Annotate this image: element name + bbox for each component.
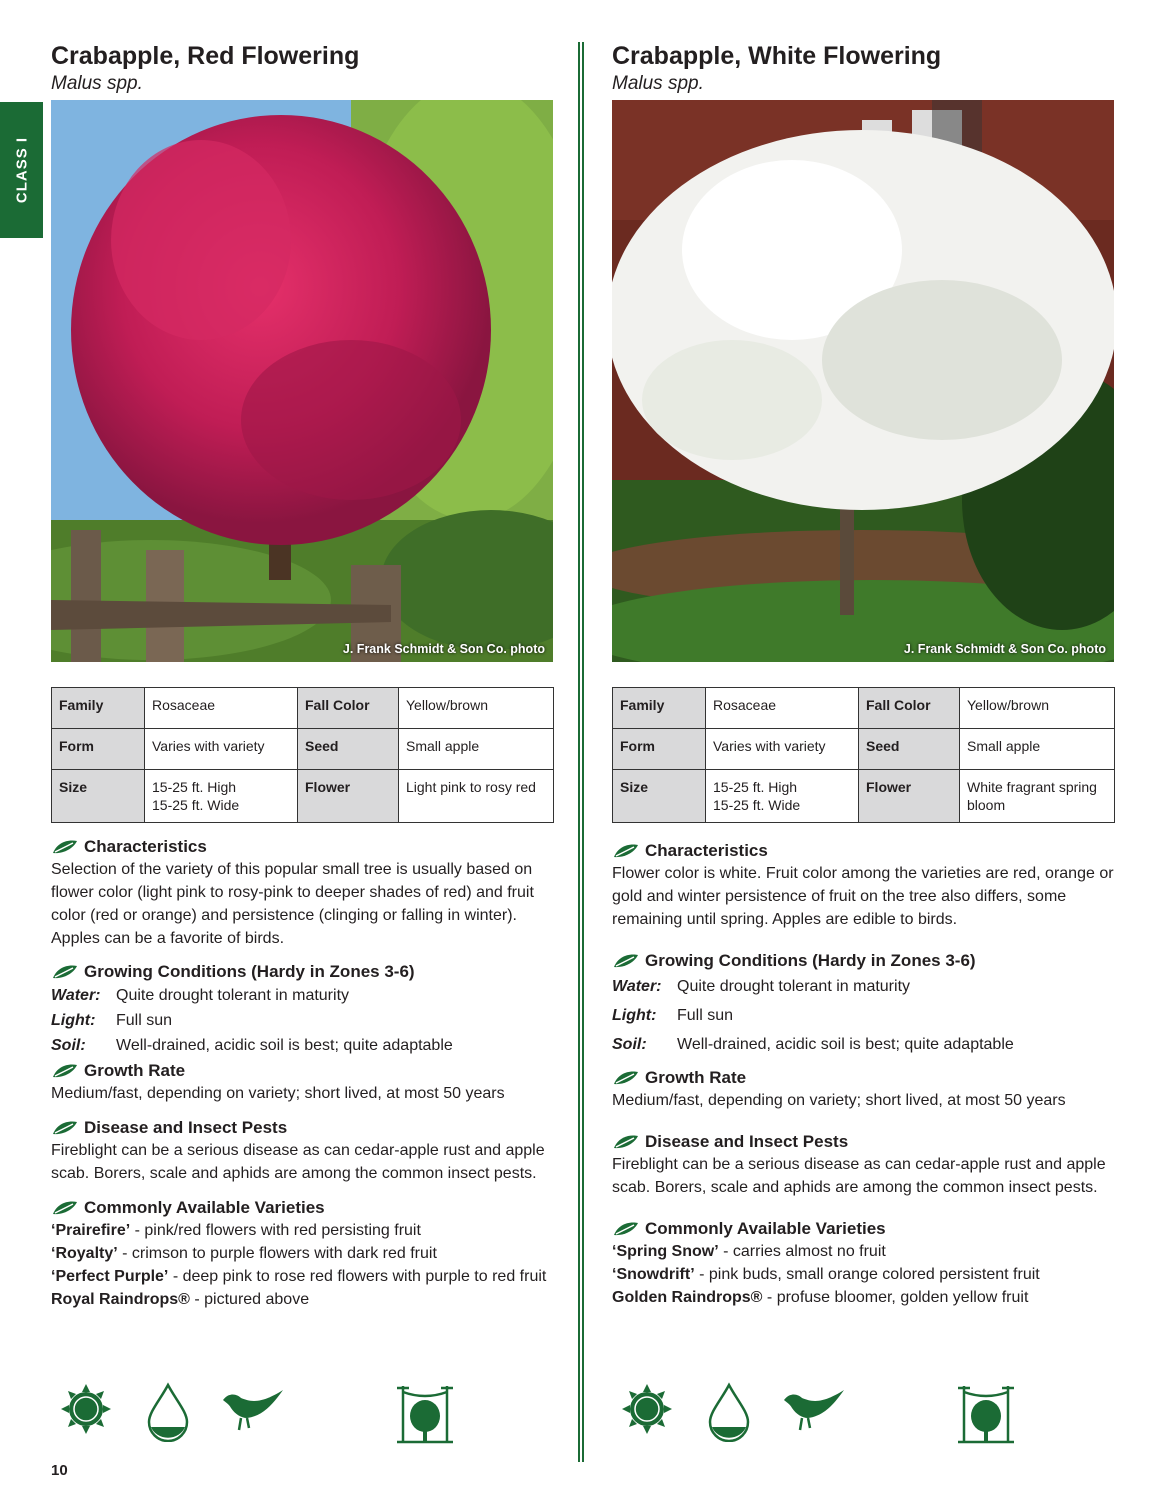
water-label: Water: <box>612 978 662 995</box>
list-item: ‘Snowdrift’ - pink buds, small orange colored persistent fruit <box>612 1266 1040 1283</box>
water-value: Quite drought tolerant in maturity <box>116 987 350 1004</box>
flower-value: White fragrant spring bloom <box>960 770 1115 823</box>
light-value: Full sun <box>116 1012 173 1029</box>
table-row <box>613 770 1115 823</box>
growth-rate-section <box>51 1060 556 1105</box>
section-heading: Characteristics <box>612 840 1117 862</box>
light-value: Full sun <box>677 1007 734 1024</box>
list-item: ‘Perfect Purple’ - deep pink to rose red flowers with purple to red fruit <box>51 1268 547 1285</box>
water-label: Water: <box>51 987 101 1004</box>
plant-title: Crabapple, Red Flowering <box>51 42 360 70</box>
soil-label: Soil: <box>612 1036 647 1053</box>
sun-icon <box>620 1382 674 1436</box>
disease-text: Fireblight can be a serious disease as can cedar-apple rust and apple scab. Borers, scale and aphids are among the common insect pests. <box>612 1156 1106 1196</box>
water-value: Quite drought tolerant in maturity <box>677 978 911 995</box>
light-label: Light: <box>612 1007 657 1024</box>
size-wide: 15-25 ft. Wide <box>152 797 240 813</box>
varieties-section <box>612 1218 1117 1309</box>
list-item: Golden Raindrops® - profuse bloomer, golden yellow fruit <box>612 1289 1029 1306</box>
leaf-icon <box>612 1070 640 1086</box>
section-heading: Disease and Insect Pests <box>51 1117 556 1139</box>
seed-label: Seed <box>298 729 399 770</box>
form-value: Varies with variety <box>706 729 859 770</box>
size-high: 15-25 ft. High <box>713 779 798 795</box>
family-value: Rosaceae <box>706 688 859 729</box>
facts-table <box>612 687 1115 823</box>
page-number: 10 <box>51 1462 68 1479</box>
family-value: Rosaceae <box>145 688 298 729</box>
disease-section <box>612 1131 1117 1199</box>
water-drop-icon <box>146 1382 190 1442</box>
tree-photo <box>51 100 553 662</box>
section-heading: Growing Conditions (Hardy in Zones 3-6) <box>612 950 1117 972</box>
soil-label: Soil: <box>51 1037 86 1054</box>
growing-section <box>51 961 556 1058</box>
water-row <box>51 983 556 1008</box>
leaf-icon <box>612 953 640 969</box>
red-crabapple-image <box>51 100 553 662</box>
size-label: Size <box>52 770 145 823</box>
growth-rate-text: Medium/fast, depending on variety; short lived, at most 50 years <box>612 1092 1066 1109</box>
bird-icon <box>221 1382 285 1432</box>
growth-rate-text: Medium/fast, depending on variety; short lived, at most 50 years <box>51 1085 505 1102</box>
scientific-name: Malus spp. <box>612 73 704 94</box>
light-row <box>612 1001 1117 1030</box>
power-line-tree-icon <box>397 1382 453 1444</box>
characteristics-section <box>51 836 556 950</box>
table-row <box>52 729 554 770</box>
characteristics-section <box>612 840 1117 931</box>
form-label: Form <box>613 729 706 770</box>
plant-title: Crabapple, White Flowering <box>612 42 942 70</box>
form-label: Form <box>52 729 145 770</box>
seed-label: Seed <box>859 729 960 770</box>
soil-value: Well-drained, acidic soil is best; quite adaptable <box>677 1036 1014 1053</box>
section-heading: Commonly Available Varieties <box>612 1218 1117 1240</box>
column-divider <box>578 42 584 1462</box>
growing-section <box>612 950 1117 1059</box>
seed-value: Small apple <box>399 729 554 770</box>
list-item: Royal Raindrops® - pictured above <box>51 1291 310 1308</box>
bird-icon <box>782 1382 846 1432</box>
section-heading: Disease and Insect Pests <box>612 1131 1117 1153</box>
section-heading: Growth Rate <box>51 1060 556 1082</box>
water-drop-icon <box>707 1382 751 1442</box>
photo-credit: J. Frank Schmidt & Son Co. photo <box>342 642 545 656</box>
leaf-icon <box>612 843 640 859</box>
characteristics-text: Selection of the variety of this popular small tree is usually based on flower color (light pink to rosy-pink to deeper shades of red) and fruit color (red or orange) and persistence (clinging or falling in winter). Apples can be a favorite of birds. <box>51 861 534 947</box>
tree-photo <box>612 100 1114 662</box>
section-heading: Characteristics <box>51 836 556 858</box>
table-row <box>52 688 554 729</box>
light-row <box>51 1008 556 1033</box>
leaf-icon <box>612 1221 640 1237</box>
soil-value: Well-drained, acidic soil is best; quite adaptable <box>116 1037 453 1054</box>
family-label: Family <box>613 688 706 729</box>
list-item: ‘Royalty’ - crimson to purple flowers with dark red fruit <box>51 1245 437 1262</box>
flower-label: Flower <box>298 770 399 823</box>
size-value <box>145 770 298 823</box>
left-column <box>51 40 556 1311</box>
scientific-name: Malus spp. <box>51 73 143 94</box>
size-value <box>706 770 859 823</box>
table-row <box>613 688 1115 729</box>
power-line-tree-icon <box>958 1382 1014 1444</box>
leaf-icon <box>51 1120 79 1136</box>
icon-row-left <box>51 1382 556 1446</box>
disease-text: Fireblight can be a serious disease as can cedar-apple rust and apple scab. Borers, scale and aphids are among the common insect pests. <box>51 1142 545 1182</box>
photo-credit: J. Frank Schmidt & Son Co. photo <box>903 642 1106 656</box>
flower-label: Flower <box>859 770 960 823</box>
table-row <box>52 770 554 823</box>
size-wide: 15-25 ft. Wide <box>713 797 801 813</box>
growth-rate-section <box>612 1067 1117 1112</box>
flower-value: Light pink to rosy red <box>399 770 554 823</box>
water-row <box>612 972 1117 1001</box>
list-item: ‘Prairefire’ - pink/red flowers with red persisting fruit <box>51 1222 421 1239</box>
class-tab <box>0 102 43 238</box>
section-heading: Growing Conditions (Hardy in Zones 3-6) <box>51 961 556 983</box>
section-heading: Growth Rate <box>612 1067 1117 1089</box>
varieties-section <box>51 1197 556 1311</box>
leaf-icon <box>51 1063 79 1079</box>
family-label: Family <box>52 688 145 729</box>
disease-section <box>51 1117 556 1185</box>
class-tab-label: CLASS I <box>13 136 30 204</box>
fall-color-label: Fall Color <box>859 688 960 729</box>
white-crabapple-image <box>612 100 1114 662</box>
right-column <box>612 40 1117 1309</box>
size-high: 15-25 ft. High <box>152 779 237 795</box>
soil-row <box>612 1030 1117 1059</box>
section-heading: Commonly Available Varieties <box>51 1197 556 1219</box>
characteristics-text: Flower color is white. Fruit color among the varieties are red, orange or gold and winter persistence of fruit on the tree also differs, some remaining until spring. Apples are edible to birds. <box>612 865 1114 928</box>
soil-row <box>51 1033 556 1058</box>
table-row <box>613 729 1115 770</box>
leaf-icon <box>51 964 79 980</box>
seed-value: Small apple <box>960 729 1115 770</box>
icon-row-right <box>612 1382 1117 1446</box>
form-value: Varies with variety <box>145 729 298 770</box>
sun-icon <box>59 1382 113 1436</box>
fall-color-label: Fall Color <box>298 688 399 729</box>
leaf-icon <box>51 839 79 855</box>
facts-table <box>51 687 554 823</box>
fall-color-value: Yellow/brown <box>960 688 1115 729</box>
leaf-icon <box>612 1134 640 1150</box>
light-label: Light: <box>51 1012 96 1029</box>
size-label: Size <box>613 770 706 823</box>
fall-color-value: Yellow/brown <box>399 688 554 729</box>
list-item: ‘Spring Snow’ - carries almost no fruit <box>612 1243 886 1260</box>
leaf-icon <box>51 1200 79 1216</box>
